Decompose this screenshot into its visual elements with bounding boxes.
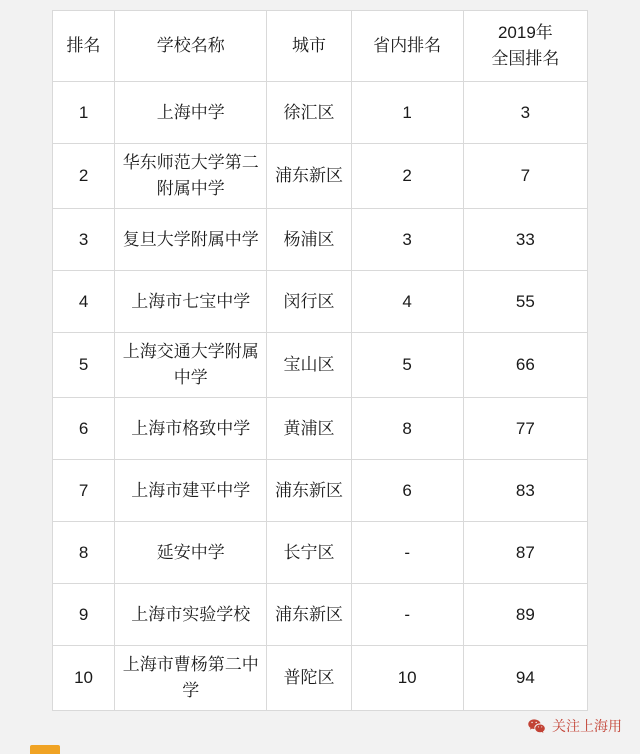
- page-right-margin: [588, 0, 640, 754]
- cell-province-rank: 6: [351, 460, 463, 522]
- cell-school: 上海中学: [115, 82, 267, 144]
- cell-rank: 10: [53, 646, 115, 711]
- cell-national-rank: 3: [463, 82, 587, 144]
- cell-province-rank: 10: [351, 646, 463, 711]
- table-row: [53, 398, 588, 460]
- cell-school: 延安中学: [115, 522, 267, 584]
- cell-province-rank: 4: [351, 271, 463, 333]
- cell-school: 上海市曹杨第二中学: [115, 646, 267, 711]
- table-header-row: [53, 11, 588, 82]
- table-row: [53, 584, 588, 646]
- cell-city: 黄浦区: [267, 398, 351, 460]
- cell-city: 杨浦区: [267, 209, 351, 271]
- table-row: [53, 271, 588, 333]
- cell-national-rank: 94: [463, 646, 587, 711]
- table-row: [53, 522, 588, 584]
- ranking-table: [52, 10, 588, 711]
- cell-city: 徐汇区: [267, 82, 351, 144]
- cell-rank: 7: [53, 460, 115, 522]
- column-header-national-rank-text: 全国排名: [491, 49, 560, 68]
- cell-province-rank: -: [351, 584, 463, 646]
- cell-province-rank: 8: [351, 398, 463, 460]
- cell-school: 华东师范大学第二附属中学: [115, 144, 267, 209]
- cell-province-rank: 5: [351, 333, 463, 398]
- cell-city: 浦东新区: [267, 584, 351, 646]
- cell-city: 浦东新区: [267, 460, 351, 522]
- cell-rank: 9: [53, 584, 115, 646]
- cell-rank: 6: [53, 398, 115, 460]
- ranking-table-container: [52, 10, 588, 711]
- footer-area: [0, 696, 640, 754]
- wechat-follow-watermark: [527, 716, 622, 736]
- table-row: [53, 144, 588, 209]
- cell-school: 上海市实验学校: [115, 584, 267, 646]
- cell-rank: 4: [53, 271, 115, 333]
- cell-rank: 1: [53, 82, 115, 144]
- cell-rank: 8: [53, 522, 115, 584]
- cell-school: 上海交通大学附属中学: [115, 333, 267, 398]
- column-header-province-rank: 省内排名: [351, 11, 463, 82]
- cell-school: 上海市建平中学: [115, 460, 267, 522]
- column-header-school: 学校名称: [115, 11, 267, 82]
- cell-province-rank: 1: [351, 82, 463, 144]
- cell-national-rank: 55: [463, 271, 587, 333]
- wechat-follow-text: 关注上海用: [552, 718, 622, 734]
- table-row: [53, 82, 588, 144]
- orange-tab-marker: [30, 745, 60, 754]
- cell-national-rank: 66: [463, 333, 587, 398]
- column-header-national-rank: [463, 11, 587, 82]
- page-left-margin: [0, 0, 52, 754]
- cell-city: 宝山区: [267, 333, 351, 398]
- cell-national-rank: 83: [463, 460, 587, 522]
- column-header-rank: 排名: [53, 11, 115, 82]
- cell-city: 浦东新区: [267, 144, 351, 209]
- cell-school: 上海市格致中学: [115, 398, 267, 460]
- table-row: [53, 333, 588, 398]
- cell-national-rank: 87: [463, 522, 587, 584]
- cell-national-rank: 89: [463, 584, 587, 646]
- column-header-national-rank-year: 2019年: [497, 23, 553, 42]
- wechat-icon: [527, 717, 546, 736]
- cell-national-rank: 33: [463, 209, 587, 271]
- cell-city: 闵行区: [267, 271, 351, 333]
- table-row: [53, 209, 588, 271]
- cell-school: 上海市七宝中学: [115, 271, 267, 333]
- cell-city: 长宁区: [267, 522, 351, 584]
- cell-school: 复旦大学附属中学: [115, 209, 267, 271]
- cell-rank: 3: [53, 209, 115, 271]
- cell-province-rank: 2: [351, 144, 463, 209]
- column-header-city: 城市: [267, 11, 351, 82]
- cell-rank: 5: [53, 333, 115, 398]
- table-header: [53, 11, 588, 82]
- cell-rank: 2: [53, 144, 115, 209]
- cell-national-rank: 77: [463, 398, 587, 460]
- cell-national-rank: 7: [463, 144, 587, 209]
- cell-city: 普陀区: [267, 646, 351, 711]
- cell-province-rank: -: [351, 522, 463, 584]
- table-body: [53, 82, 588, 711]
- cell-province-rank: 3: [351, 209, 463, 271]
- table-row: [53, 460, 588, 522]
